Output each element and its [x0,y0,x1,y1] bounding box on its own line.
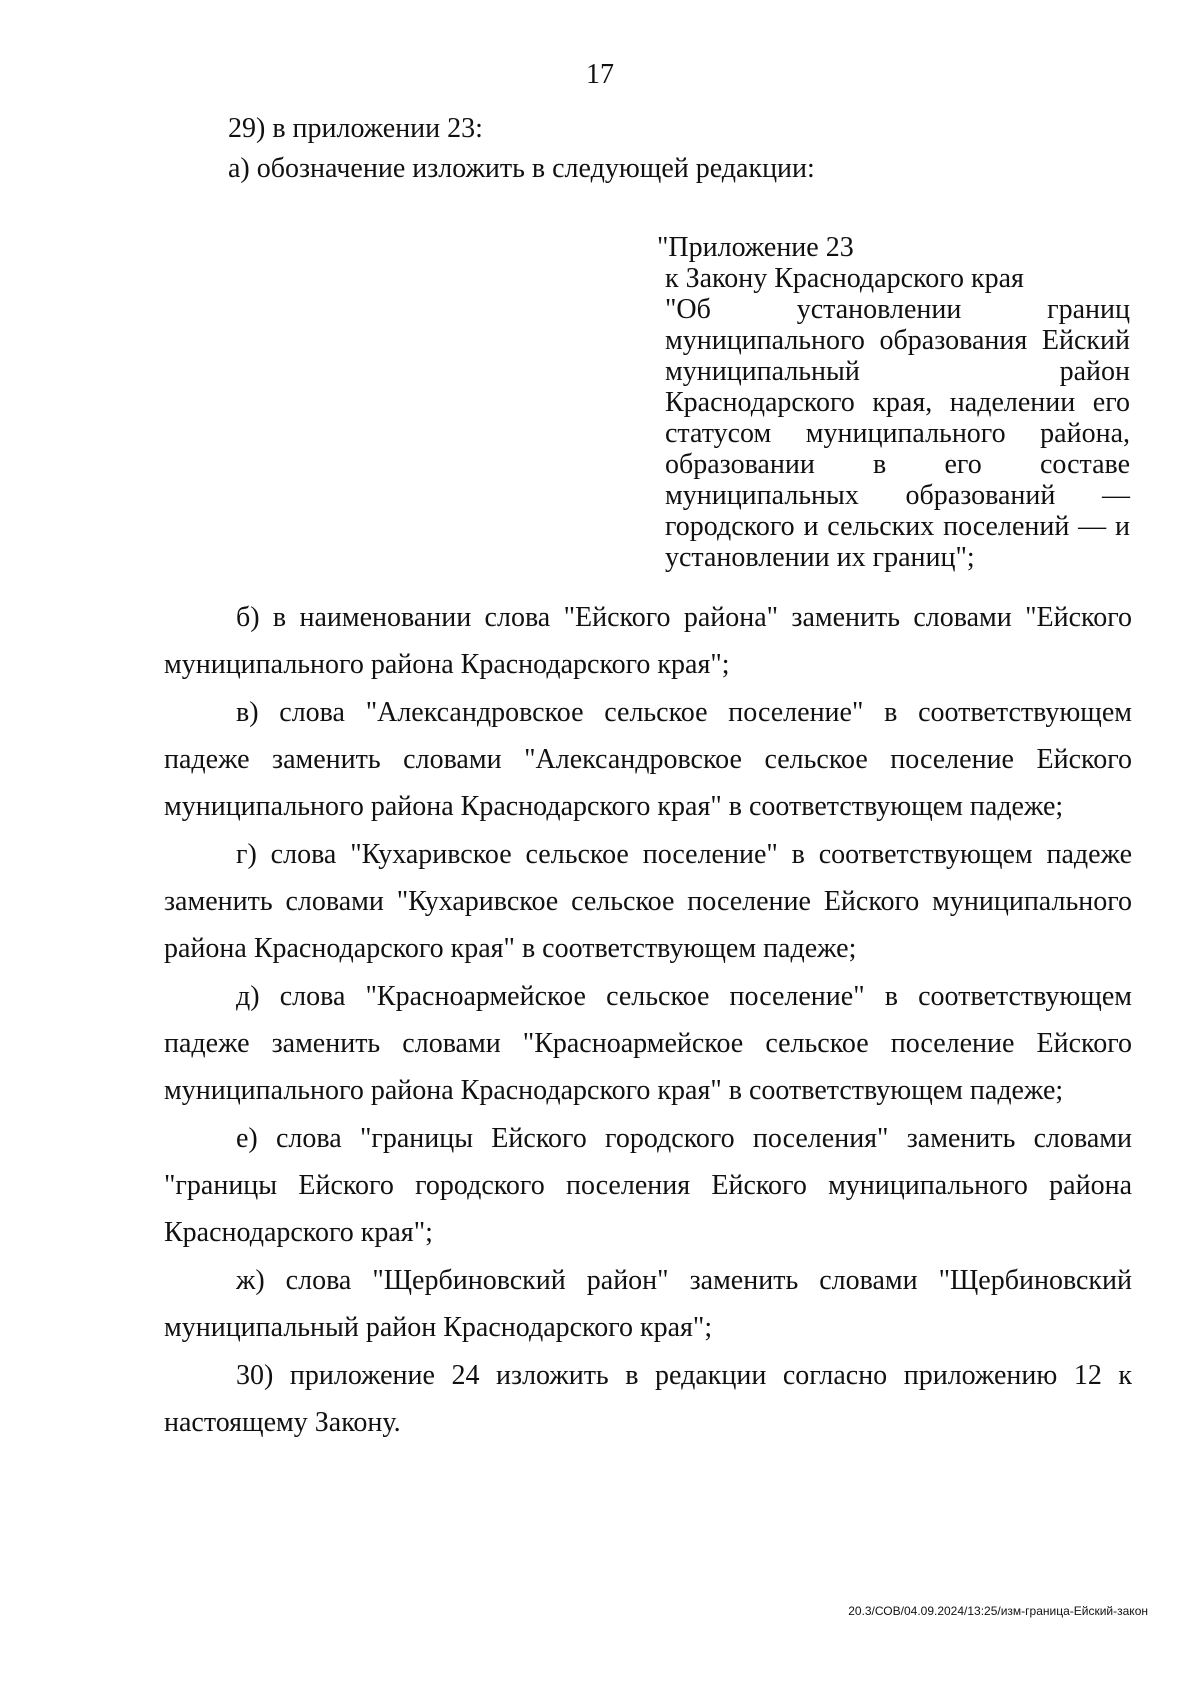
appendix-law-reference: к Закону Краснодарского края [665,263,1024,294]
document-footer-code: 20.3/СОВ/04.09.2024/13:25/изм-граница-Ейский-закон [848,1604,1148,1618]
paragraph-zh: ж) слова "Щербиновский район" заменить словами "Щербиновский муниципальный район Краснодарского края"; [164,1265,1132,1343]
paragraph-d: д) слова "Красноармейское сельское поселение" в соответствующем падеже заменить словами "Красноармейское сельское поселение Ейского муниципального района Краснодарского края" в соответствующем падеже; [164,981,1132,1106]
page-number: 17 [586,59,614,90]
paragraph-g: г) слова "Кухаривское сельское поселение" в соответствующем падеже заменить словами "Кухаривское сельское поселение Ейского муниципального района Краснодарского края" в соответствующем падеже; [164,839,1132,964]
paragraph-e: е) слова "границы Ейского городского поселения" заменить словами "границы Ейского городского поселения Ейского муниципального района Краснодарского края"; [164,1123,1132,1248]
paragraph-v: в) слова "Александровское сельское поселение" в соответствующем падеже заменить словами "Александровское сельское поселение Ейского муниципального района Краснодарского края" в соответствующем падеже; [164,697,1132,822]
appendix-heading: "Приложение 23 [657,232,854,263]
paragraph-b: б) в наименовании слова "Ейского района" заменить словами "Ейского муниципального района Краснодарского края"; [164,602,1132,680]
appendix-designation-block [657,232,1130,573]
item-a-text: а) обозначение изложить в следующей редакции: [228,153,815,184]
paragraph-30: 30) приложение 24 изложить в редакции согласно приложению 12 к настоящему Закону. [164,1360,1132,1438]
amendments-body [164,594,1132,1447]
item-29-text: 29) в приложении 23: [228,113,483,144]
appendix-title: "Об установлении границ муниципального образования Ейский муниципальный район Краснодарского края, наделении его статусом муниципального района, образовании в его составе муниципальных образований — городского и сельских поселений — и установлении их границ"; [665,294,1130,573]
